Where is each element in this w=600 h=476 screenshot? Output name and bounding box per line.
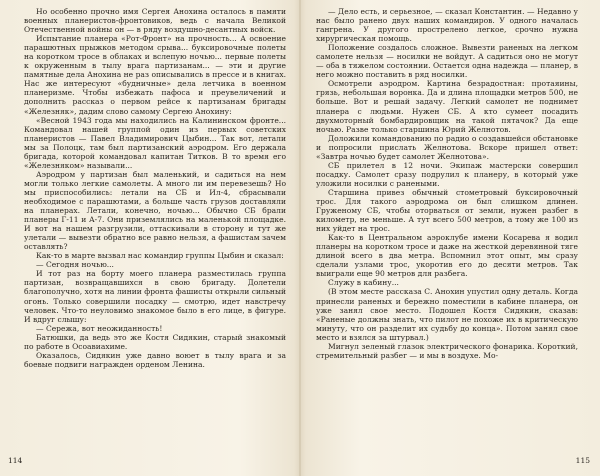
paragraph: Оказалось, Сидякин уже давно воюет в тылу врага и за боевые подвиги награжден орденом Ленина.: [24, 350, 286, 369]
paragraph: Осмотрели аэродром. Картина безрадостная: протаяины, грязь, небольшая воронка. Да и длина площадки метров 500, не больше. Вот и решай задачу. Легкий самолет не поднимет планера с людьми. Нужен СБ. А кто сумеет посадить двухмоторный бомбардировщик на такой пятачок? Да еще ночью. Разве только старшина Юрий Желнотов.: [316, 79, 578, 134]
paragraph: «Весной 1943 года мы находились на Калининском фронте... Командовал нашей группой один из первых советских планеристов — Павел Владимирович Цыбин... Так вот, летали мы за Полоцк, там был партизанский аэродром. Его держала бригада, которой командовал капитан Титков. В то время его «Железняком» называли...: [24, 115, 286, 170]
paragraph: Положение создалось сложное. Вывезти раненых на легком самолете нельзя — носилки не войдут. А садиться оно не могут — оба в тяжелом состоянии. Остается одна надежда — планер, в него можно поставить в ряд носилки.: [316, 43, 578, 80]
paragraph: Аэродром у партизан был маленький, и садиться на нем могли только легкие самолеты. А много ли им перевезешь? Но мы приспособились: летали на СБ и Ил-4, сбрасывали необходимое с парашютами, а больше часть грузов доставляли на планерах. Летали, конечно, ночью... Обычно СБ брали планеры Г-11 и А-7. Они приземлялись на маленькой площадке. И вот на нашем разгрузили, оттаскивали в сторону и тут же улетали — вывезти обратно все равно нельзя, а фашистам зачем оставлять?: [24, 169, 286, 252]
paragraph: Служу в кабину...: [328, 278, 399, 288]
paragraph: Испытание планера «Рот-Фронт» на прочность... А освоение парашютных прыжков методом срыва... буксировочные полеты на коротком тросе в облаках и вслепую ночью... первые полеты к окруженным в тылу врага партизанам... — эти и другие памятные дела Анохина не раз описывались в прессе и в книгах. Нас же интересуют «будничные» дела летчика в военном планеризме. Чтобы избежать пафоса и преувеличений и дополнить рассказ о первом рейсе к партизанам бригады «Железняк», дадим слово самому Сергею Анохину:: [24, 34, 286, 116]
paragraph: — Сегодня ночью...: [36, 260, 114, 270]
paragraph: — Сережа, вот неожиданность!: [36, 323, 163, 333]
paragraph: Доложили командованию по радио о создавшейся обстановке и попросили прислать Желнотова. Вскоре пришел ответ: «Завтра ночью будет самолет Желнотова».: [316, 133, 578, 161]
paragraph: Мигнул зеленый глазок электрического фонарика. Короткий, стремительный разбег — и мы в воздухе. Мо-: [316, 341, 578, 360]
paragraph: Но особенно прочно имя Сергея Анохина осталось в памяти военных планеристов-фронтовиков, ведь с начала Великой Отечественной войны он — в ряду воздушно-десантных войск.: [24, 7, 286, 35]
paragraph: СБ прилетел в 12 ночи. Экипаж мастерски совершил посадку. Самолет сразу подрулил к планеру, в который уже уложили носилки с ранеными.: [316, 160, 578, 188]
left-page-text: [24, 7, 286, 369]
paragraph: И тот раз на борту моего планера разместилась группа партизан, возвращавшихся в свою бригаду. Долетели благополучно, хотя на линии фронта фашисты открыли сильный огонь. Только совершили посадку — смотрю, идет навстречу человек. Что-то неуловимо знакомое было в его лице, в фигуре. И вдруг слышу:: [24, 269, 286, 324]
paragraph: Как-то в марте вызвал нас командир группы Цыбин и сказал:: [36, 251, 284, 261]
right-page-text: [316, 7, 578, 360]
paragraph: Батюшки, да ведь это же Костя Сидякин, старый знакомый по работе в Осоавиахиме.: [24, 332, 286, 351]
paragraph: Как-то в Центральном аэроклубе имени Косарева я водил планеры на коротком тросе и даже на жесткой деревянной тяге длиной всего в два метра. Вспомнил этот опыт, мы сразу сделали узлами трос, укоротив его до десяти метров. Так выиграли еще 90 метров для разбега.: [316, 233, 578, 279]
paragraph: — Дело есть, и серьезное, — сказал Константин. — Недавно у нас было ранено двух наших командиров. У одного началась гангрена. У другого простреленo легкое, срочно нужна хирургическая помощь.: [316, 7, 578, 44]
paragraph: Старшина привез обычный стометровый буксировочный трос. Для такого аэродрома он был слишком длинен. Груженому СБ, чтобы оторваться от земли, нужен разбег в километр, не меньше. А тут всего 500 метров, а тому же 100 из них уйдет на трос.: [316, 187, 578, 234]
left-page-number: 114: [8, 456, 23, 465]
paragraph: (В этом месте рассказа С. Анохин упустил одну деталь. Когда принесли раненых и бережно поместили в кабине планера, он уже занял свое место. Подошел Костя Сидякин, сказав: «Раненые должны знать, что пилот не похоже их в критическую минуту, что он разделит их судьбу до конца». Потом занял свое место и взялся за штурвал.): [316, 287, 578, 342]
right-page-number: 115: [575, 456, 590, 465]
book-gutter: [299, 0, 301, 476]
